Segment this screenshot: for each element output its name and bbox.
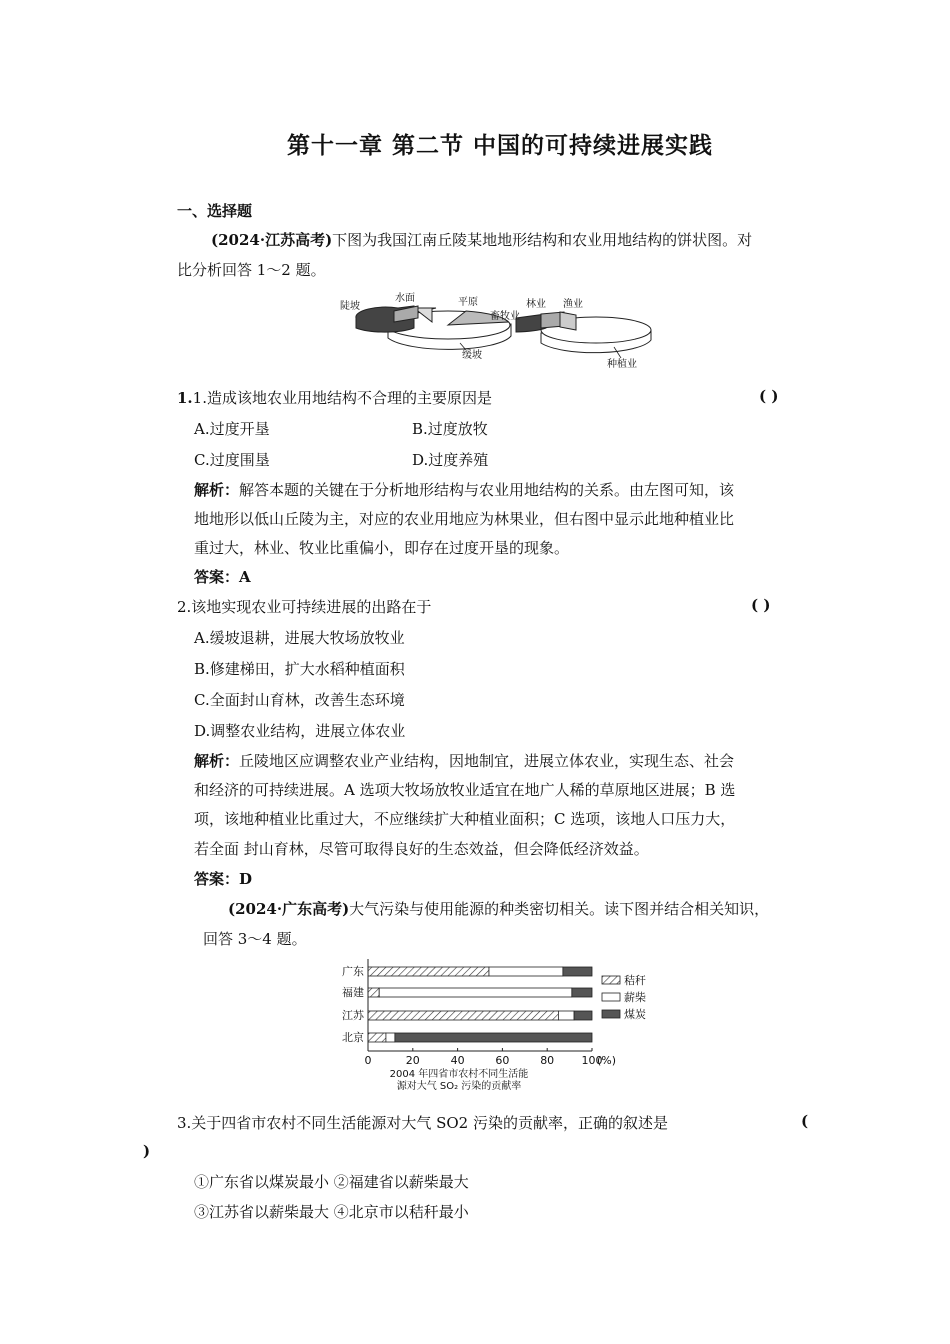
q2-option-d: D.调整农业结构，进展立体农业 xyxy=(194,722,406,740)
category-label: 福建 xyxy=(342,986,364,999)
intro2-line1: (2024·广东高考)大气污染与使用能源的种类密切相关。读下图并结合相关知识， xyxy=(228,900,770,918)
agriculture-pie xyxy=(490,297,651,370)
q1-analysis-line3: 重过大，林业、牧业比重偏小，即存在过度开垦的现象。 xyxy=(194,539,570,557)
bar-segment xyxy=(379,988,572,997)
q3-bracket-close: ) xyxy=(143,1142,151,1160)
so2-bar-chart xyxy=(334,955,654,1101)
category-label: 广东 xyxy=(342,965,364,978)
chart-caption-line2: 源对大气 SO₂ 污染的贡献率 xyxy=(396,1081,522,1092)
q3-options-line2: ③江苏省以薪柴最大 ④北京市以秸秆最小 xyxy=(194,1203,469,1221)
intro1-text1: 下图为我国江南丘陵某地地形结构和农业用地结构的饼状图。对 xyxy=(332,231,753,249)
category-label: 江苏 xyxy=(342,1009,364,1022)
bar-segment xyxy=(368,967,489,976)
q2-analysis-label: 解析： xyxy=(194,752,240,770)
legend-label: 秸秆 xyxy=(624,974,646,987)
q2-answer-bracket: ( ) xyxy=(751,596,771,614)
pie-label-plain: 平原 xyxy=(458,297,478,308)
q2-analysis-line3: 项，该地种植业比重过大，不应继续扩大种植业面积；C 选项，该地人口压力大， xyxy=(194,810,736,828)
bar-segment xyxy=(395,1033,592,1042)
q1-analysis-line1: 解析：解答本题的关键在于分析地形结构与农业用地结构的关系。由左图可知，该 xyxy=(194,481,735,499)
legend-label: 煤炭 xyxy=(624,1008,646,1021)
chart-caption-line1: 2004 年四省市农村不同生活能 xyxy=(389,1069,529,1080)
q2-analysis-line2: 和经济的可持续进展。A 选项大牧场放牧业适宜在地广人稀的草原地区进展；B 选 xyxy=(194,781,736,799)
q2-option-a: A.缓坡退耕，进展大牧场放牧业 xyxy=(194,629,405,647)
bar-segment xyxy=(386,1033,395,1042)
bar-segment xyxy=(368,1011,558,1020)
x-tick-label: 40 xyxy=(450,1054,465,1067)
q1-answer: 答案：A xyxy=(194,568,251,586)
q1-option-b: B.过度放牧 xyxy=(412,420,488,438)
terrain-pie xyxy=(340,291,511,361)
pie-label-forestry: 林业 xyxy=(526,299,546,310)
q1-option-c: C.过度围垦 xyxy=(194,451,270,469)
pie-label-water: 水面 xyxy=(395,293,415,304)
intro2-source: (2024·广东高考) xyxy=(228,900,350,918)
bar-segment xyxy=(489,967,563,976)
bar-segment xyxy=(368,1033,386,1042)
q1-answer-bracket: ( ) xyxy=(759,387,779,405)
x-unit-label: (%) xyxy=(597,1054,617,1067)
legend-swatch xyxy=(602,976,620,984)
intro1-source: (2024·江苏高考) xyxy=(211,231,333,249)
pie-label-livestock: 畜牧业 xyxy=(490,311,520,322)
intro1-line1 xyxy=(211,229,752,250)
q1-analysis-line2: 地地形以低山丘陵为主，对应的农业用地应为林果业，但右图中显示此地种植业比 xyxy=(194,510,735,528)
bar-segment xyxy=(572,988,592,997)
pie-label-fishery: 渔业 xyxy=(563,299,583,310)
x-tick-label: 100 xyxy=(581,1054,603,1067)
x-tick-label: 20 xyxy=(405,1054,420,1067)
q1-stem-text: 1.造成该地农业用地结构不合理的主要原因是 xyxy=(192,389,492,407)
page-title: 第十一章 第二节 中国的可持续进展实践 xyxy=(286,132,713,159)
q1-option-d: D.过度养殖 xyxy=(412,451,489,469)
pie-label-farming: 种植业 xyxy=(607,359,637,370)
section-heading: 一、选择题 xyxy=(177,202,253,220)
category-label: 北京 xyxy=(342,1031,364,1044)
q2-option-b: B.修建梯田，扩大水稻种植面积 xyxy=(194,660,405,678)
q1-stem: 1.1.造成该地农业用地结构不合理的主要原因是 xyxy=(177,389,492,407)
q2-option-c: C.全面封山育林，改善生态环境 xyxy=(194,691,405,709)
pie-label-gentle: 缓坡 xyxy=(462,350,482,361)
bar-segment xyxy=(368,988,379,997)
x-tick-label: 0 xyxy=(364,1054,372,1067)
q3-bracket-open: ( xyxy=(801,1112,809,1130)
legend-swatch xyxy=(602,993,620,1001)
q3-options-line1: ①广东省以煤炭最小 ②福建省以薪柴最大 xyxy=(194,1173,469,1191)
x-tick-label: 80 xyxy=(540,1054,555,1067)
q2-stem: 2.该地实现农业可持续进展的出路在于 xyxy=(177,598,432,616)
legend-swatch xyxy=(602,1010,620,1018)
q2-analysis-line1: 解析：丘陵地区应调整农业产业结构，因地制宜，进展立体农业，实现生态、社会 xyxy=(194,752,735,770)
q1-option-a: A.过度开垦 xyxy=(194,420,270,438)
bar-segment xyxy=(558,1011,574,1020)
intro2-line2: 回答 3～4 题。 xyxy=(203,930,307,948)
pie-figure xyxy=(336,288,656,372)
legend-label: 薪柴 xyxy=(624,991,646,1004)
q2-answer: 答案：D xyxy=(194,870,253,888)
bar-segment xyxy=(563,967,592,976)
intro1-line2: 比分析回答 1～2 题。 xyxy=(177,261,326,279)
q2-analysis-line4: 若全面 封山育林，尽管可取得良好的生态效益，但会降低经济效益。 xyxy=(194,840,649,858)
bar-segment xyxy=(574,1011,592,1020)
x-tick-label: 60 xyxy=(495,1054,510,1067)
q3-stem: 3.关于四省市农村不同生活能源对大气 SO2 污染的贡献率，正确的叙述是 xyxy=(177,1114,668,1132)
q1-analysis-label: 解析： xyxy=(194,481,240,499)
pie-label-steep: 陡坡 xyxy=(340,301,360,312)
